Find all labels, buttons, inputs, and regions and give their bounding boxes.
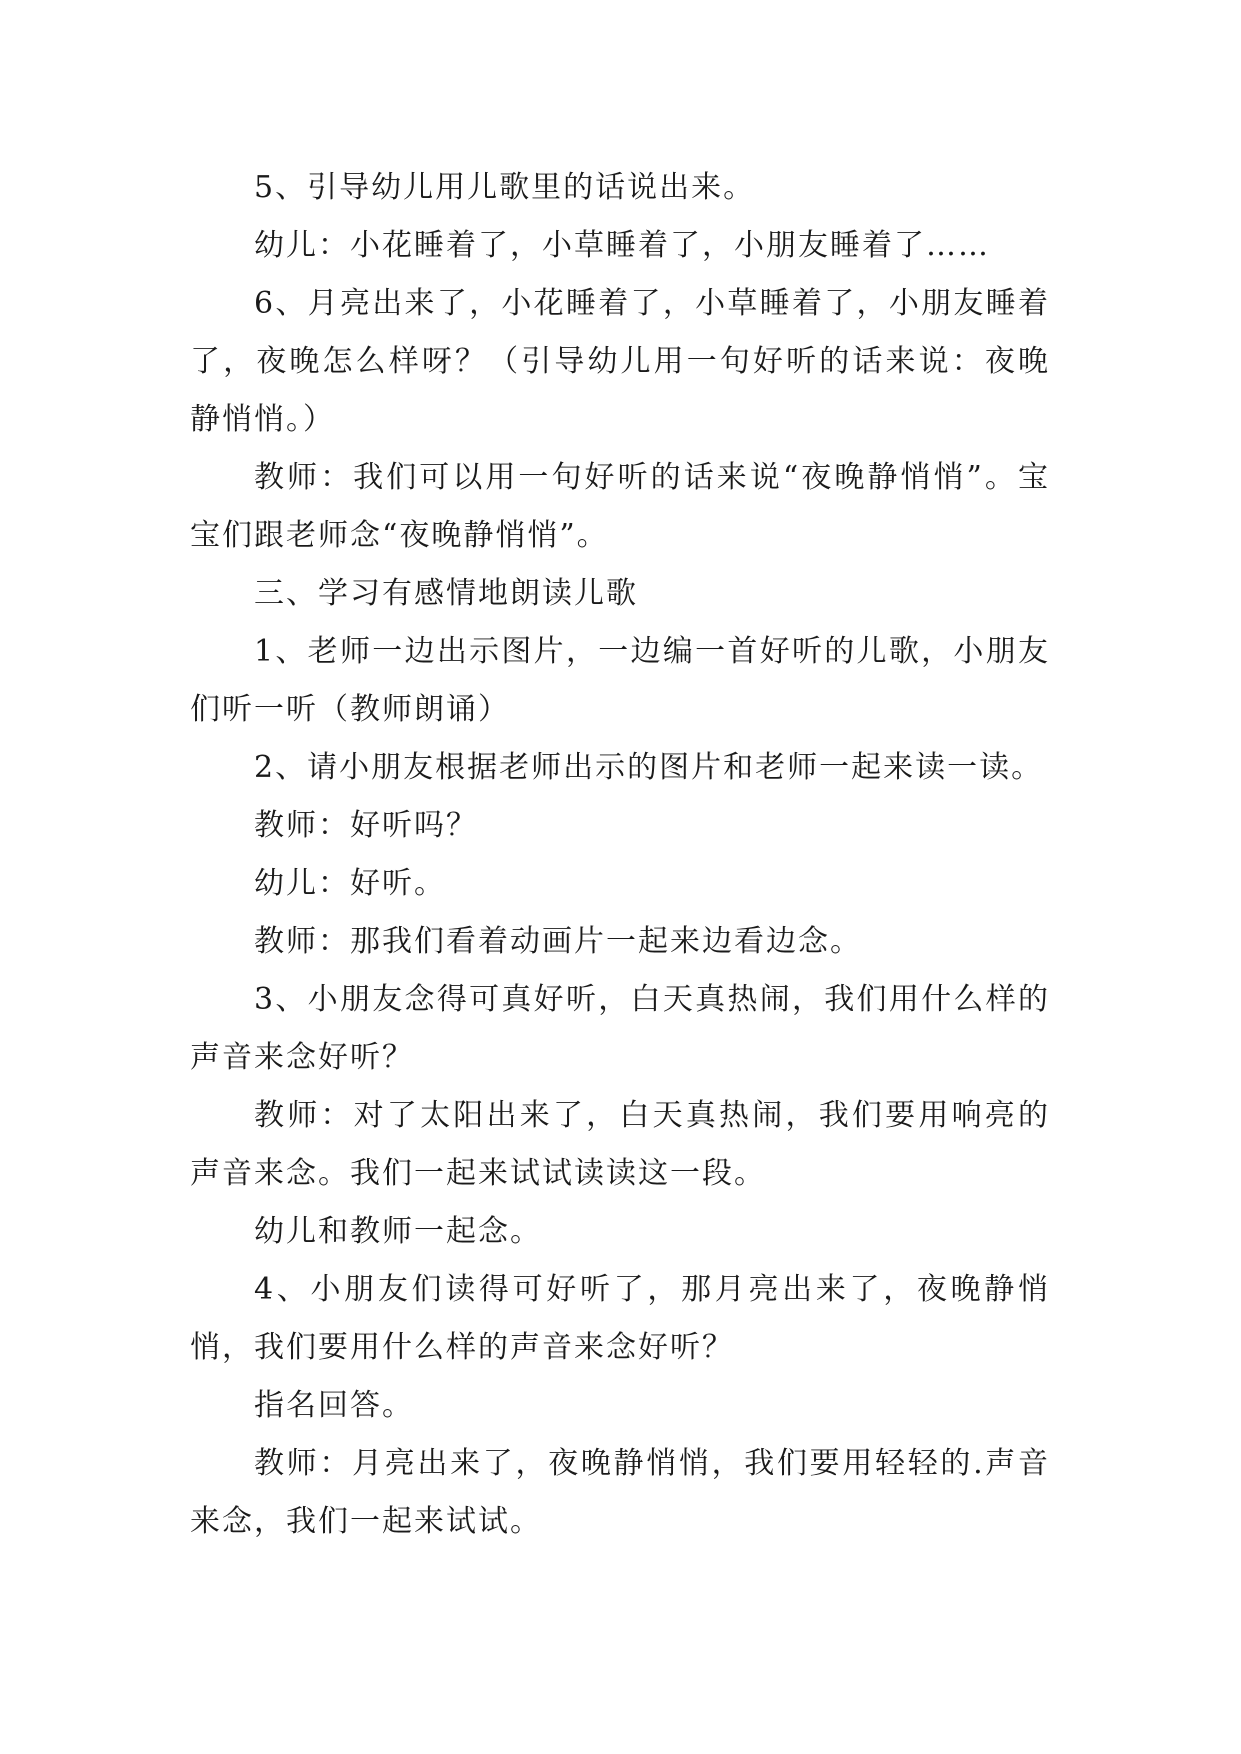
paragraph-answer-prompt: 指名回答。 <box>254 1388 414 1423</box>
section-heading-3: 三、学习有感情地朗读儿歌 <box>254 576 638 611</box>
paragraph-item-1: 1、老师一边出示图片，一边编一首好听的儿歌，小朋友们听一听（教师朗诵） <box>190 634 1050 727</box>
paragraph-teacher-3: 教师：那我们看着动画片一起来边看边念。 <box>254 924 862 959</box>
paragraph-teacher-2: 教师：好听吗？ <box>254 808 478 843</box>
paragraph-step-5: 5、引导幼儿用儿歌里的话说出来。 <box>254 170 756 205</box>
paragraph-item-2: 2、请小朋友根据老师出示的图片和老师一起来读一读。 <box>254 750 1044 785</box>
paragraph-child-reply-2: 幼儿：好听。 <box>254 866 446 901</box>
paragraph-teacher-5: 教师：月亮出来了，夜晚静悄悄，我们要用轻轻的.声音来念，我们一起来试试。 <box>190 1446 1050 1539</box>
paragraph-child-reply-1: 幼儿：小花睡着了，小草睡着了，小朋友睡着了…… <box>254 228 990 263</box>
body-text <box>190 159 1050 1551</box>
paragraph-teacher-4: 教师：对了太阳出来了，白天真热闹，我们要用响亮的声音来念。我们一起来试试读读这一段。 <box>190 1098 1050 1191</box>
paragraph-item-3: 3、小朋友念得可真好听，白天真热闹，我们用什么样的声音来念好听？ <box>190 982 1050 1075</box>
paragraph-teacher-1: 教师：我们可以用一句好听的话来说“夜晚静悄悄”。宝宝们跟老师念“夜晚静悄悄”。 <box>190 460 1050 553</box>
paragraph-together-read: 幼儿和教师一起念。 <box>254 1214 542 1249</box>
paragraph-step-6: 6、月亮出来了，小花睡着了，小草睡着了，小朋友睡着了，夜晚怎么样呀？（引导幼儿用一句好听的话来说：夜晚静悄悄。） <box>190 286 1050 437</box>
paragraph-item-4: 4、小朋友们读得可好听了，那月亮出来了，夜晚静悄悄，我们要用什么样的声音来念好听？ <box>190 1272 1050 1365</box>
